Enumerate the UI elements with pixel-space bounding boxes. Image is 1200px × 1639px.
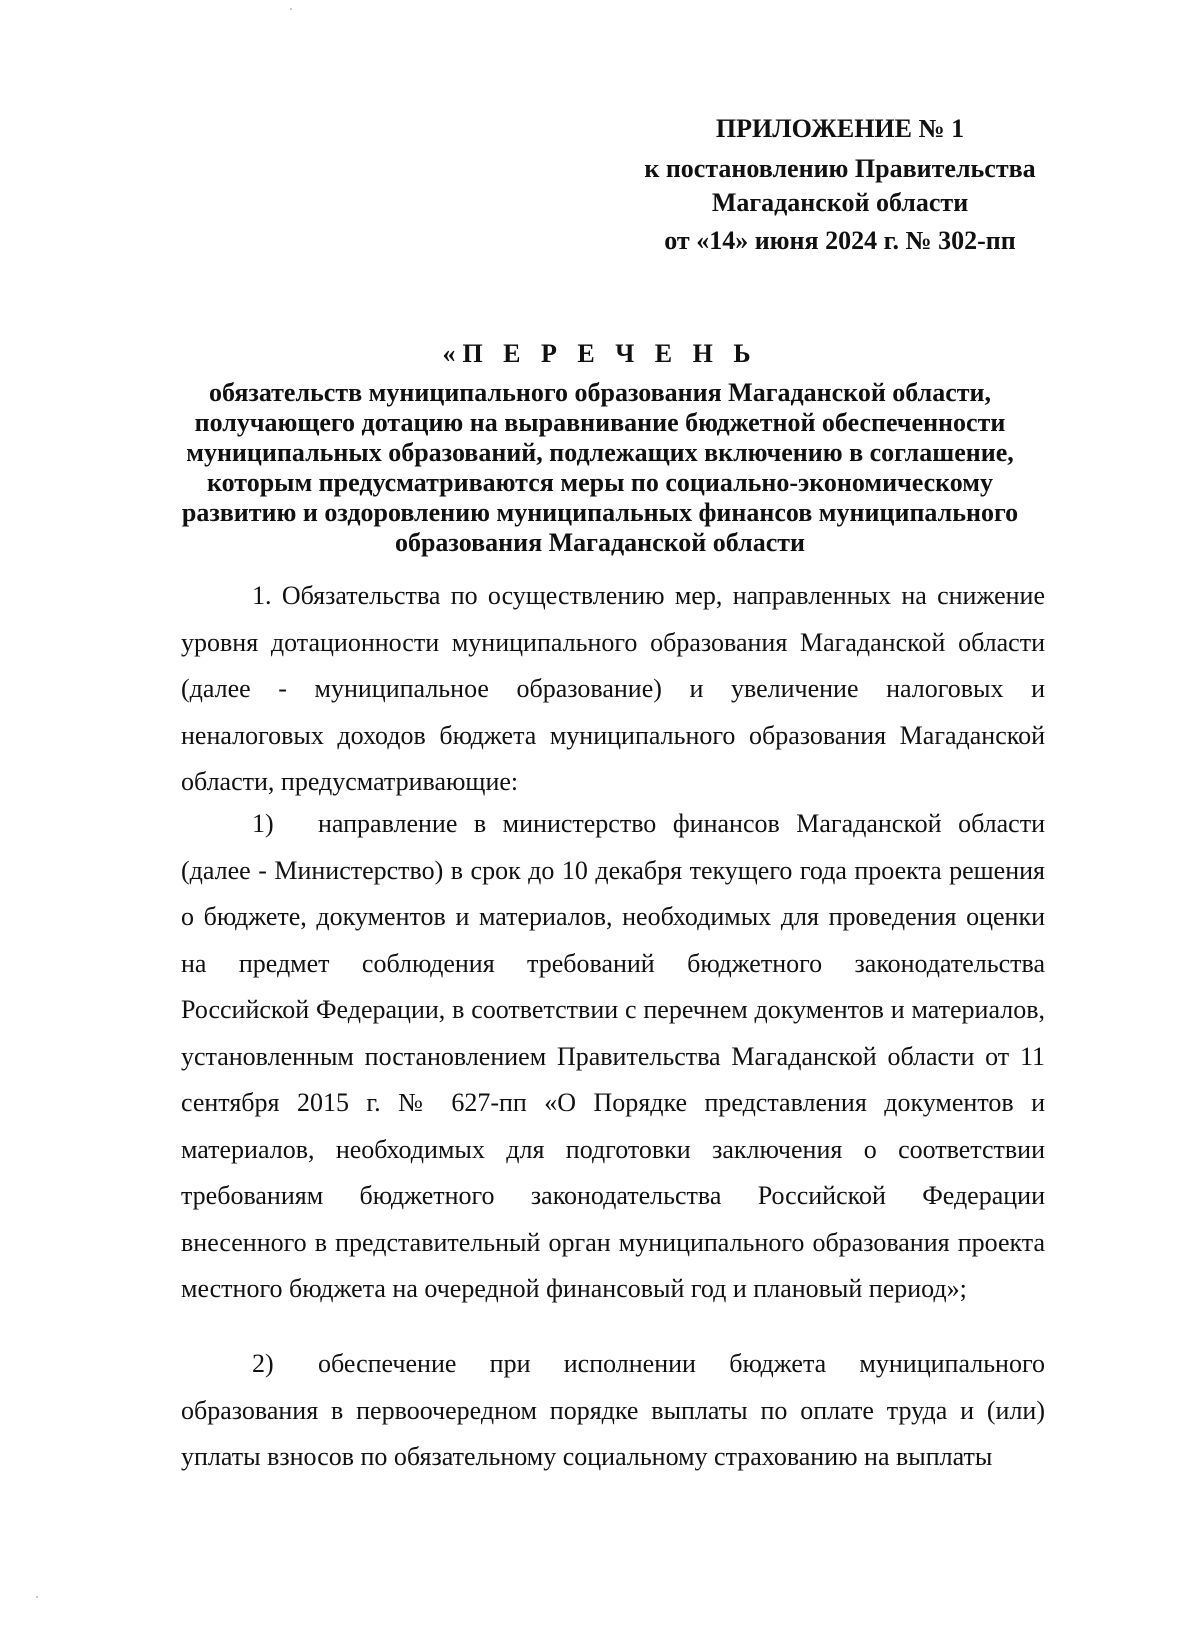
document-title: «П Е Р Е Ч Е Н Ь [442,339,758,368]
list-item-number: 2) [252,1349,274,1378]
appendix-title: ПРИЛОЖЕНИЕ № 1 [715,114,965,143]
appendix-reference: к постановлению Правительства Магаданской области [644,154,1036,217]
list-item-number: 1) [252,809,274,838]
scan-dust-mark [36,1596,38,1598]
list-item [181,801,1045,1313]
list-item-text: направление в министерство финансов Магаданской области (далее - Министерство) в срок до 10 декабря текущего года проекта решения о бюджете, документов и материалов, необходимых для проведения оценки на предмет соблюдения требований бюджетного законодательства Российской Федерации, в соответствии с перечнем документов и материалов, установленным постановлением Правительства Магаданской области от 11 сентября 2015 г. № 627-пп «О Порядке представления документов и материалов, необходимых для подготовки заключения о соответствии требованиям бюджетного законодательства Российской Федерации внесенного в представительный орган муниципального образования проекта местного бюджета на очередной финансовый год и плановый период»; [181,809,1045,1303]
scan-dust-mark [290,8,292,10]
appendix-date: от «14» июня 2024 г. № 302-пп [664,226,1016,255]
list-item [181,1341,1045,1481]
document-subtitle: обязательств муниципального образования Магаданской области, получающего дотацию на выравнивание бюджетной обеспеченности муниципальных образований, подлежащих включению в соглашение, которым предусматриваются меры по социально-экономическому развитию и оздоровлению муниципальных финансов муниципального образования Магаданской области [181,378,1019,557]
paragraph-1: 1. Обязательства по осуществлению мер, направленных на снижение уровня дотационности муниципального образования Магаданской области (далее - муниципальное образование) и увеличение налоговых и неналоговых доходов бюджета муниципального образования Магаданской области, предусматривающие: [181,581,1045,796]
list-item-text: обеспечение при исполнении бюджета муниципального образования в первоочередном порядке выплаты по оплате труда и (или) уплаты взносов по обязательному социальному страхованию на выплаты [181,1349,1045,1471]
